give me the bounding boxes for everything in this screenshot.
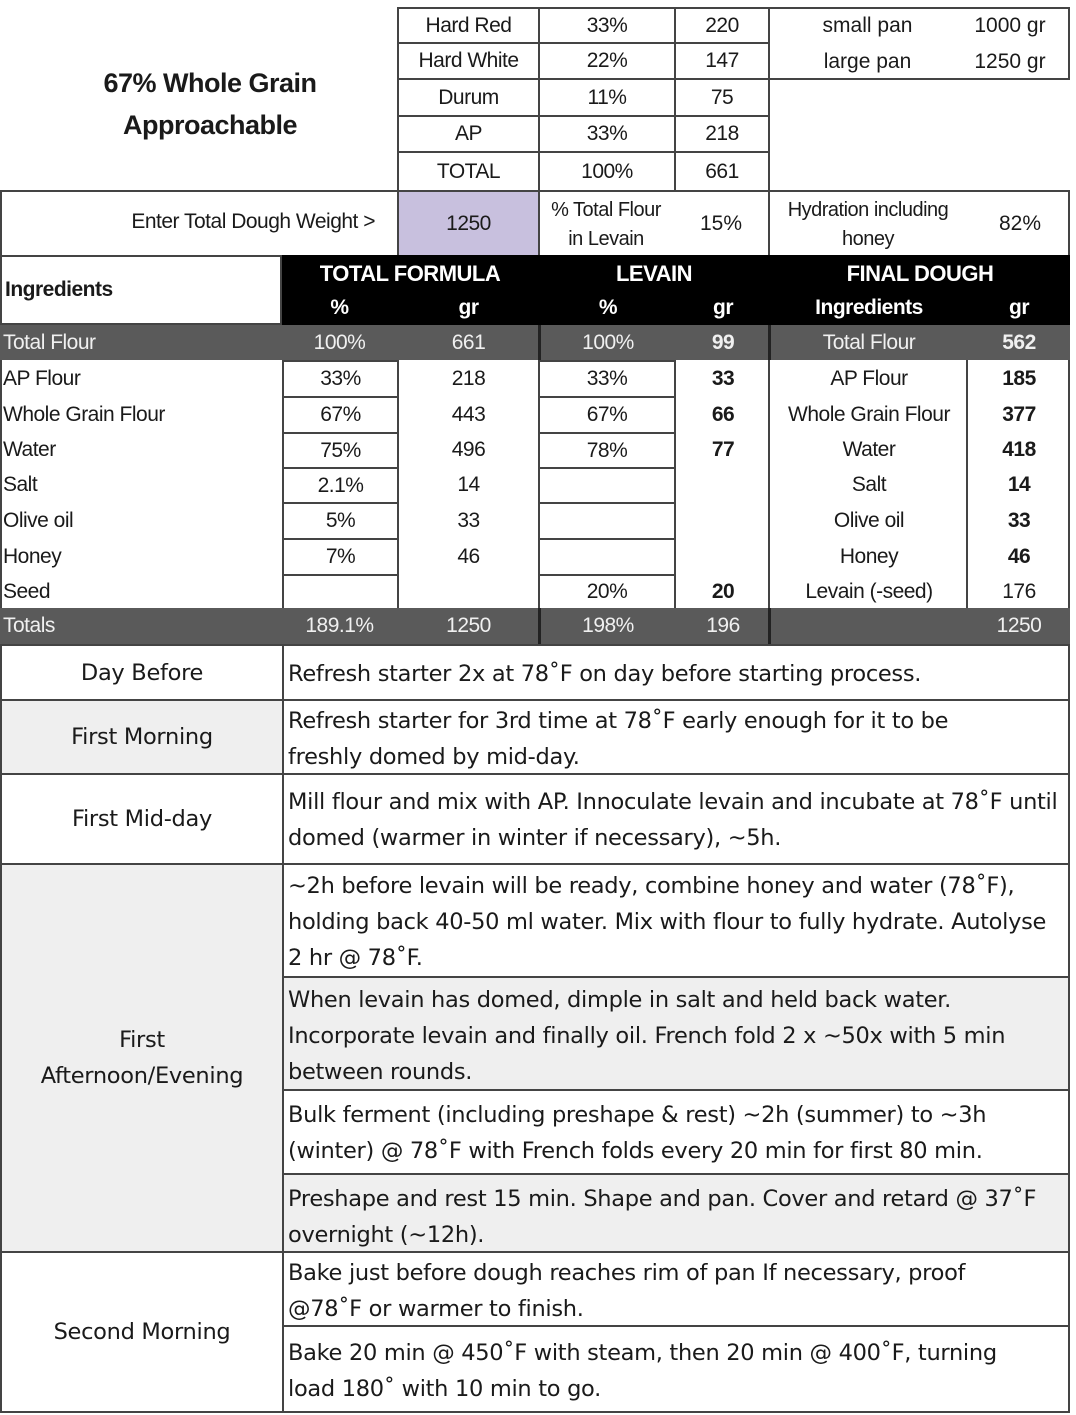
- fd-name: Honey: [839, 545, 899, 569]
- schedule-step: Preshape and rest 15 min. Shape and pan. Cover and retard @ 37˚F overnight (~12h).: [282, 1173, 1070, 1253]
- hydration-label: [770, 196, 966, 254]
- tf-pct: 7%: [282, 538, 399, 576]
- lv-pct-header: %: [598, 296, 618, 320]
- tf-gr-header: gr: [458, 296, 479, 320]
- ingredient-name: AP Flour: [3, 367, 81, 391]
- ingredients-header: Ingredients: [0, 255, 282, 325]
- levain-flour-label-line1: % Total Flour: [551, 199, 661, 221]
- schedule-label: First Mid-day: [0, 773, 284, 865]
- fd-gr: 562: [1002, 330, 1036, 354]
- fd-name: AP Flour: [830, 367, 908, 391]
- fd-name: Total Flour: [822, 330, 916, 354]
- fd-gr: 46: [1007, 545, 1031, 569]
- fd-gr: 176: [1002, 580, 1036, 604]
- schedule-step: Bake just before dough reaches rim of pan If necessary, proof @78˚F or warmer to finish.: [282, 1251, 1070, 1327]
- flour-blend-gr: 218: [674, 115, 770, 153]
- pan-weight: 1250 gr: [974, 50, 1046, 73]
- tf-gr: 14: [457, 473, 480, 497]
- lv-gr: 66: [711, 403, 735, 427]
- schedule-step: Bulk ferment (including preshape & rest) ~2h (summer) to ~3h (winter) @ 78˚F with French folds every 20 min for first 80 min.: [282, 1089, 1070, 1175]
- dough-weight-input[interactable]: 1250: [397, 190, 540, 257]
- tf-pct: 100%: [313, 330, 366, 354]
- fd-name: Water: [842, 438, 896, 462]
- tf-gr: 33: [457, 509, 480, 533]
- schedule-label: Day Before: [0, 644, 284, 701]
- lv-pct: [538, 502, 676, 540]
- lv-gr: 33: [711, 367, 735, 391]
- lv-gr-header: gr: [713, 296, 733, 320]
- recipe-title: [60, 62, 360, 146]
- tf-pct: [282, 574, 399, 610]
- tf-gr: 46: [457, 545, 480, 569]
- tf-pct: 33%: [282, 360, 399, 398]
- tf-gr: 443: [451, 403, 486, 427]
- lv-gr: 99: [711, 330, 735, 354]
- schedule-step: Bake 20 min @ 450˚F with steam, then 20 min @ 400˚F, turning load 180˚ with 10 min to go.: [282, 1325, 1070, 1413]
- dough-weight-label: Enter Total Dough Weight >: [131, 210, 375, 233]
- schedule-step: ~2h before levain will be ready, combine honey and water (78˚F), holding back 40-50 ml water. Mix with flour to fully hydrate. Autolyse 2 hr @ 78˚F.: [282, 863, 1070, 978]
- levain-flour-value: 15%: [699, 212, 743, 235]
- flour-blend-name: Durum: [397, 78, 540, 117]
- lv-gr: 196: [706, 614, 740, 638]
- tf-pct: 189.1%: [305, 614, 374, 638]
- fd-gr: 377: [1002, 403, 1036, 427]
- lv-pct: [538, 467, 676, 504]
- flour-blend-name: AP: [397, 115, 540, 153]
- fd-gr: 33: [1007, 509, 1031, 533]
- tf-gr: 496: [451, 438, 486, 462]
- flour-blend-pct: 100%: [538, 151, 676, 192]
- lv-pct: 33%: [538, 360, 676, 398]
- tf-pct: 67%: [282, 396, 399, 434]
- fd-ingredients-header: Ingredients: [815, 296, 923, 320]
- levain-header: LEVAIN: [615, 260, 693, 286]
- fd-name: Salt: [851, 473, 887, 497]
- flour-blend-pct: 11%: [538, 78, 676, 117]
- schedule-step: When levain has domed, dimple in salt and held back water. Incorporate levain and finally oil. French fold 2 x ~50x with 5 min between rounds.: [282, 976, 1070, 1091]
- schedule-step: Refresh starter 2x at 78˚F on day before starting process.: [282, 644, 1070, 701]
- tf-gr: 218: [451, 367, 486, 391]
- lv-pct: 67%: [538, 396, 676, 434]
- pan-name: small pan: [822, 14, 913, 37]
- flour-blend-gr: 147: [674, 42, 770, 80]
- tf-gr: 1250: [446, 614, 491, 638]
- lv-pct: 100%: [582, 330, 634, 354]
- total-formula-header: TOTAL FORMULA: [319, 260, 501, 286]
- ingredient-name: Whole Grain Flour: [3, 403, 165, 427]
- ingredient-name: Water: [3, 438, 56, 462]
- tf-gr: 661: [451, 330, 486, 354]
- fd-gr-header: gr: [1009, 296, 1029, 320]
- schedule-label: Second Morning: [0, 1251, 284, 1413]
- fd-gr: 418: [1002, 438, 1036, 462]
- tf-gr: [397, 575, 540, 609]
- lv-gr: [676, 467, 770, 503]
- fd-gr: 1250: [996, 614, 1042, 638]
- lv-pct: 78%: [538, 432, 676, 469]
- flour-blend-gr: 75: [674, 78, 770, 117]
- pan-name: large pan: [823, 50, 912, 73]
- fd-gr: 185: [1002, 367, 1036, 391]
- fd-name: Levain (-seed): [805, 580, 933, 604]
- ingredient-name: Honey: [3, 545, 62, 569]
- ingredient-name: Seed: [3, 580, 51, 604]
- ingredient-name: Salt: [3, 473, 38, 497]
- flour-blend-name: TOTAL: [397, 151, 540, 192]
- schedule-step: Refresh starter for 3rd time at 78˚F early enough for it to be freshly domed by mid-day.: [282, 699, 1070, 775]
- lv-gr: 20: [711, 580, 735, 604]
- flour-blend-gr: 220: [674, 7, 770, 44]
- flour-blend-pct: 33%: [538, 115, 676, 153]
- pan-weight: 1000 gr: [974, 14, 1046, 37]
- hydration-value: 82%: [998, 212, 1042, 235]
- flour-blend-gr: 661: [674, 151, 770, 192]
- tf-pct-header: %: [330, 296, 349, 320]
- lv-pct: [538, 538, 676, 576]
- schedule-step: Mill flour and mix with AP. Innoculate levain and incubate at 78˚F until domed (warmer in winter if necessary), ~5h.: [282, 773, 1070, 865]
- lv-gr: [676, 503, 770, 539]
- levain-flour-label-line2: in Levain: [568, 228, 644, 250]
- schedule-label-text: First Afternoon/Evening: [40, 1027, 244, 1089]
- flour-blend-pct: 33%: [538, 7, 676, 44]
- lv-pct: 20%: [538, 574, 676, 610]
- recipe-title-line1: 67% Whole Grain: [103, 68, 317, 98]
- tf-pct: 5%: [282, 502, 399, 540]
- fd-name: Olive oil: [833, 509, 905, 533]
- lv-gr: 77: [711, 438, 735, 462]
- ingredient-name: Olive oil: [3, 509, 74, 533]
- fd-name: [770, 608, 968, 644]
- ingredient-name: Total Flour: [3, 330, 96, 354]
- flour-blend-name: Hard White: [397, 42, 540, 80]
- lv-pct: 198%: [582, 614, 634, 638]
- ingredient-name: Totals: [3, 614, 55, 638]
- fd-gr: 14: [1007, 473, 1031, 497]
- tf-pct: 75%: [282, 432, 399, 469]
- levain-flour-label: [540, 196, 672, 254]
- hydration-label-line1: Hydration including: [787, 199, 949, 221]
- final-dough-header: FINAL DOUGH: [846, 260, 994, 286]
- flour-blend-name: Hard Red: [397, 7, 540, 44]
- flour-blend-pct: 22%: [538, 42, 676, 80]
- recipe-title-line2: Approachable: [122, 110, 298, 140]
- hydration-label-line2: honey: [842, 228, 894, 250]
- tf-pct: 2.1%: [282, 467, 399, 504]
- fd-name: Whole Grain Flour: [788, 403, 950, 427]
- lv-gr: [676, 539, 770, 575]
- schedule-label: First Morning: [0, 699, 284, 775]
- schedule-label: [0, 863, 284, 1253]
